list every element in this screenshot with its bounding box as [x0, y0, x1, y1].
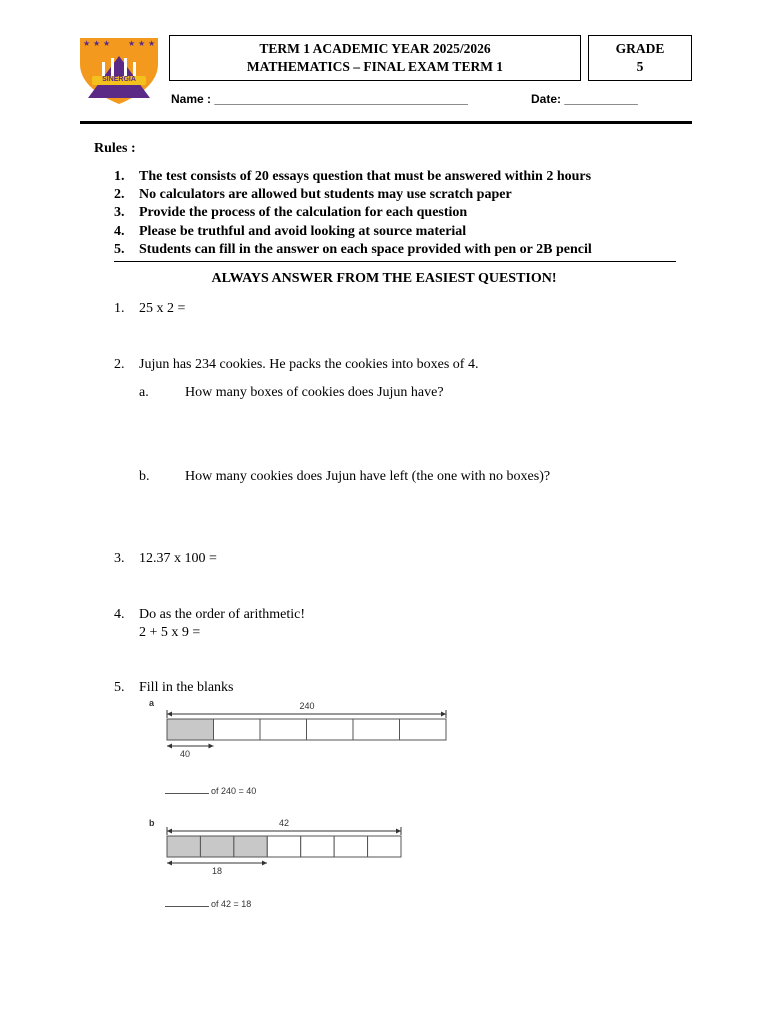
empty-segment	[260, 719, 307, 740]
question-5: 5. Fill in the blanks	[114, 680, 234, 695]
school-logo	[78, 36, 160, 106]
rule-item: 3. Provide the process of the calculation for each question	[114, 205, 468, 221]
figure-a-part: 40	[180, 749, 191, 759]
empty-segment	[353, 719, 400, 740]
empty-segment	[368, 836, 401, 857]
grade-box	[588, 35, 692, 81]
empty-segment	[307, 719, 354, 740]
logo-banner-text: SINERGIA	[102, 76, 136, 83]
exam-title-box	[169, 35, 581, 81]
figure-a-caption: of 240 = 40	[165, 786, 256, 796]
question-3: 3. 12.37 x 100 =	[114, 551, 217, 566]
figure-a-total: 240	[299, 701, 315, 711]
empty-segment	[334, 836, 367, 857]
empty-segment	[301, 836, 334, 857]
rules-divider	[114, 261, 676, 262]
question-2a: a. How many boxes of cookies does Jujun have?	[139, 385, 444, 400]
notice-heading: ALWAYS ANSWER FROM THE EASIEST QUESTION!	[211, 271, 557, 286]
svg-text:★: ★	[138, 39, 146, 48]
svg-text:★: ★	[83, 39, 91, 48]
empty-segment	[267, 836, 300, 857]
exam-title-line1: TERM 1 ACADEMIC YEAR 2025/2026	[259, 41, 491, 56]
question-2b: b. How many cookies does Jujun have left (the one with no boxes)?	[139, 469, 551, 484]
svg-text:★: ★	[148, 39, 156, 48]
name-field[interactable]: Name : ______________________________________	[171, 92, 468, 106]
svg-text:★: ★	[103, 39, 111, 48]
question-4: 4. Do as the order of arithmetic!	[114, 607, 305, 622]
figure-b-caption: of 42 = 18	[165, 899, 251, 909]
question-1: 1. 25 x 2 =	[114, 301, 186, 316]
shaded-segment	[167, 836, 200, 857]
grade-value: 5	[636, 59, 644, 74]
figure-b-total: 42	[278, 818, 289, 828]
figure-a-diagram	[160, 708, 455, 764]
shaded-segment	[167, 719, 214, 740]
figure-b-blank[interactable]	[165, 906, 209, 907]
svg-text:★: ★	[128, 39, 136, 48]
rules-list	[114, 168, 592, 259]
fraction-bar-b	[167, 836, 401, 857]
rules-heading: Rules :	[94, 141, 136, 156]
empty-segment	[400, 719, 447, 740]
grade-label: GRADE	[615, 41, 665, 56]
shaded-segment	[234, 836, 267, 857]
question-4-expression: 2 + 5 x 9 =	[139, 625, 201, 640]
date-field[interactable]: Date: ___________	[531, 92, 638, 106]
figure-b-diagram	[160, 825, 410, 881]
figure-a-blank[interactable]	[165, 793, 209, 794]
figure-b-label: b	[149, 818, 155, 828]
fraction-bar-a	[167, 719, 446, 740]
figure-a-label: a	[149, 698, 155, 708]
figure-b-part: 18	[212, 866, 223, 876]
rule-item: 2. No calculators are allowed but students may use scratch paper	[114, 187, 512, 203]
rule-item: 1. The test consists of 20 essays question that must be answered within 2 hours	[114, 169, 592, 184]
rule-item: 5. Students can fill in the answer on each space provided with pen or 2B pencil	[114, 241, 592, 257]
question-2: 2. Jujun has 234 cookies. He packs the cookies into boxes of 4.	[114, 357, 479, 372]
exam-title-line2: MATHEMATICS – FINAL EXAM TERM 1	[246, 59, 504, 74]
empty-segment	[214, 719, 261, 740]
shaded-segment	[200, 836, 233, 857]
rule-item: 4. Please be truthful and avoid looking at source material	[114, 223, 467, 239]
header-divider	[80, 121, 692, 124]
svg-text:★: ★	[93, 39, 101, 48]
